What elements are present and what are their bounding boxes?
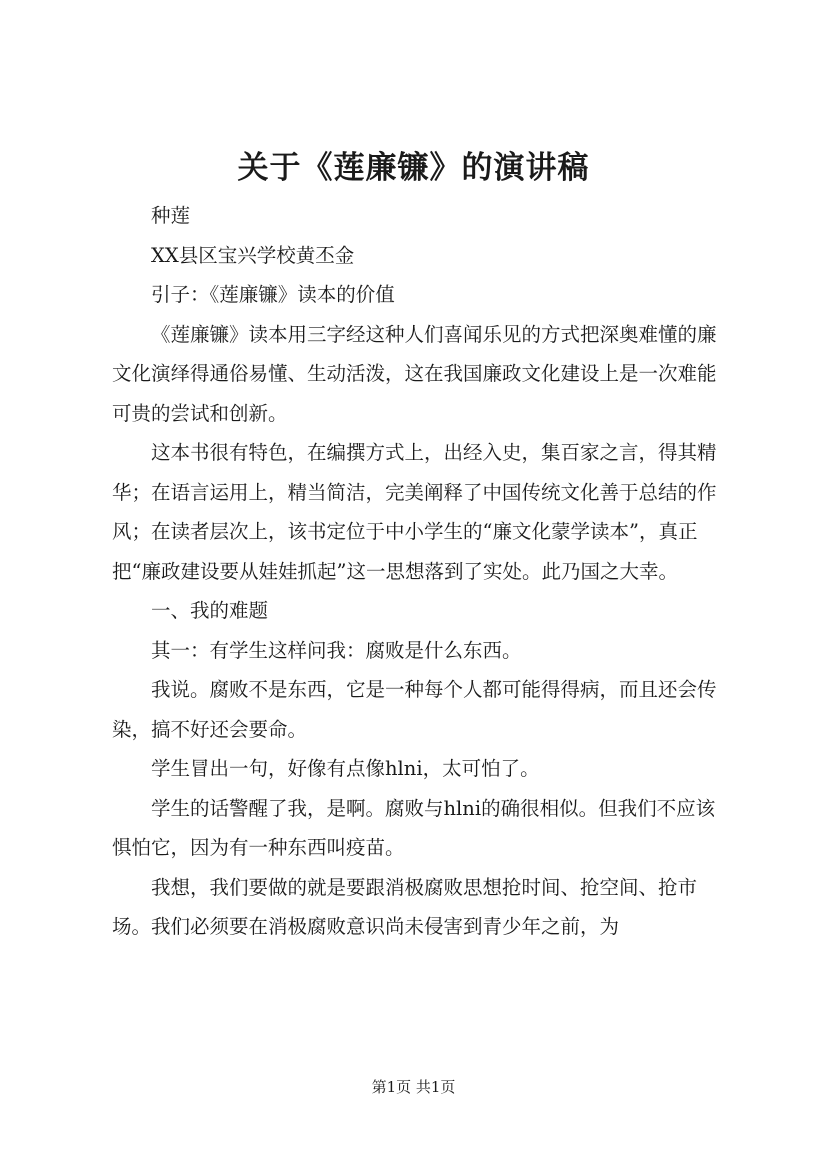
paragraph: 我想，我们要做的就是要跟消极腐败思想抢时间、抢空间、抢市场。我们必须要在消极腐败意识尚未侵害到青少年之前，为 [112,875,698,938]
paragraph: 学生冒出一句，好像有点像hlni，太可怕了。 [151,757,540,780]
document-body [112,196,726,947]
page-number-footer: 第1页 共1页 [371,1078,456,1096]
paragraph: 《莲廉镰》读本用三字经这种人们喜闻乐见的方式把深奥难懂的廉文化演绎得通俗易懂、生动活泼，这在我国廉政文化建设上是一次难能可贵的尝试和创新。 [112,322,717,425]
paragraph-subtitle: 种莲 [151,204,191,227]
section-heading: 一、我的难题 [151,599,269,622]
paragraph: 这本书很有特色，在编撰方式上，出经入史，集百家之言，得其精华；在语言运用上，精当简洁，完美阐释了中国传统文化善于总结的作风；在读者层次上，该书定位于中小学生的“廉文化蒙学读本”，真正把“廉政建设要从娃娃抓起”这一思想落到了实处。此乃国之大幸。 [112,441,717,583]
paragraph-author: XX县区宝兴学校黄丕金 [151,243,355,267]
paragraph-intro-heading: 引子：《莲廉镰》读本的价值 [151,283,395,306]
document-title: 关于《莲廉镰》的演讲稿 [237,150,590,186]
paragraph: 学生的话警醒了我，是啊。腐败与hlni的确很相似。但我们不应该惧怕它，因为有一种东西叫疫苗。 [112,796,716,859]
paragraph: 我说。腐败不是东西，它是一种每个人都可能得得病，而且还会传染，搞不好还会要命。 [112,678,717,741]
paragraph: 其一：有学生这样问我：腐败是什么东西。 [151,638,522,662]
